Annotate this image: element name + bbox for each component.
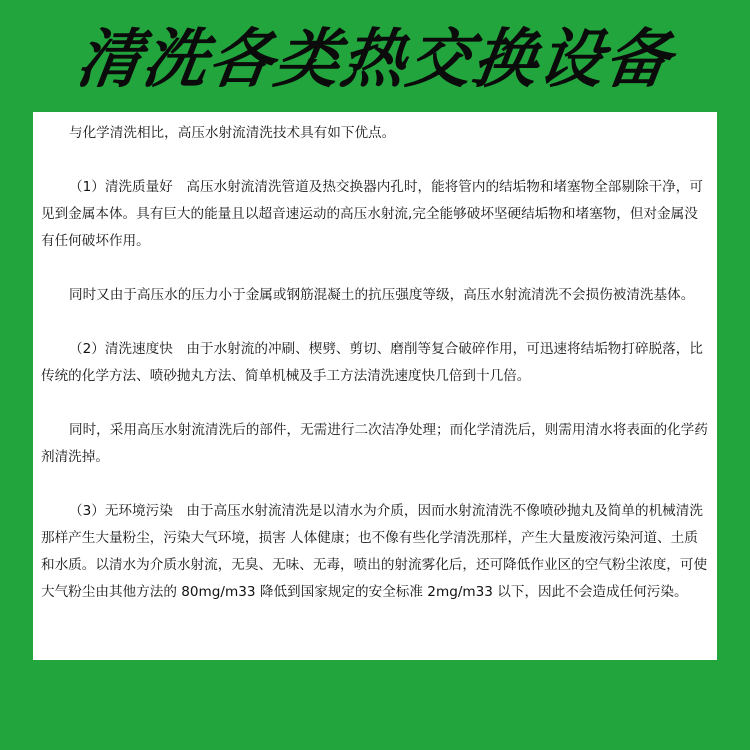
advantage-2-note-paragraph: 同时，采用高压水射流清洗后的部件，无需进行二次洁净处理；而化学清洗后，则需用清水将表面的化学药剂清洗掉。 xyxy=(41,422,708,465)
advantage-1-note-paragraph: 同时又由于高压水的压力小于金属或钢筋混凝土的抗压强度等级，高压水射流清洗不会损伤被清洗基体。 xyxy=(69,287,695,303)
page-title: 清洗各类热交换设备 xyxy=(71,23,677,97)
advantage-3-paragraph: （3）无环境污染 由于高压水射流清洗是以清水为介质，因而水射流清洗不像喷砂抛丸及简单的机械清洗那样产生大量粉尘，污染大气环境，损害 人体健康；也不像有些化学清洗那样，产生大量废液污染河道、土质和水质。以清水为介质水射流，无臭、无味、无毒，喷出的射流雾化后，还可降低作业区的空气粉尘浓度，可使大气粉尘由其他方法的 80mg/m33 降低到国家规定的安全标准 2mg/m33 以下，因此不会造成任何污染。 xyxy=(41,503,708,600)
advantage-2-paragraph: （2）清洗速度快 由于水射流的冲刷、楔劈、剪切、磨削等复合破碎作用，可迅速将结垢物打碎脱落，比传统的化学方法、喷砂抛丸方法、简单机械及手工方法清洗速度快几倍到十几倍。 xyxy=(41,341,703,384)
intro-paragraph: 与化学清洗相比，高压水射流清洗技术具有如下优点。 xyxy=(69,125,396,141)
content-panel xyxy=(33,112,717,660)
advantage-1-paragraph: （1）清洗质量好 高压水射流清洗管道及热交换器内孔时，能将管内的结垢物和堵塞物全部剔除干净，可见到金属本体。具有巨大的能量且以超音速运动的高压水射流,完全能够破坏坚硬结垢物和堵塞物，但对金属没有任何破坏作用。 xyxy=(41,179,703,249)
